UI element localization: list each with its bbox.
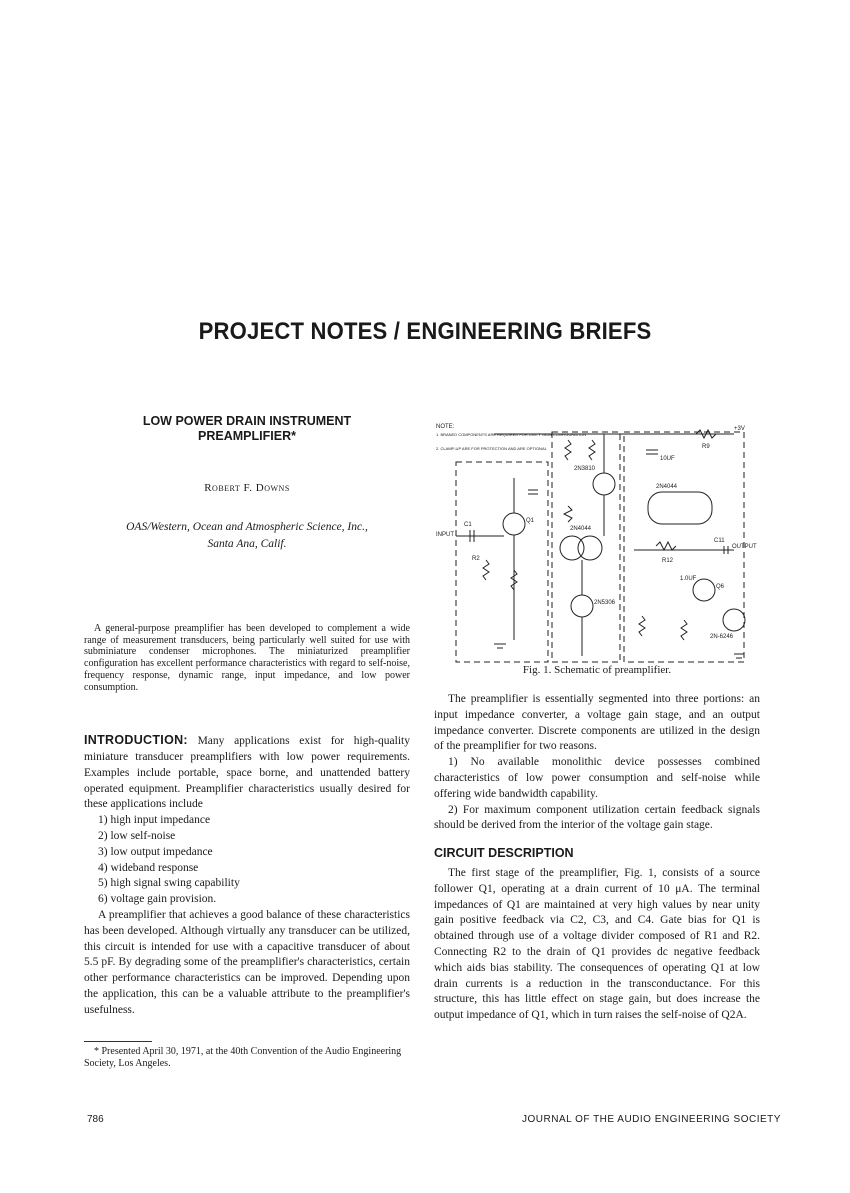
q6-label: Q6	[716, 584, 725, 590]
article-title	[84, 414, 410, 444]
list-item: 4) wideband response	[98, 861, 199, 874]
circuit-paragraph: The first stage of the preamplifier, Fig. 1, consists of a source follower Q1, operating at a drain current of 10 μA. The terminal impedances of Q1 are maintained at very high values by near unity gain positive feedback via C2, C3, and C4. Gate bias for Q1 is obtained through use of a voltage divider composed of R1 and R2. Connecting R2 to the drain of Q1 provides dc negative feedback which aids bias stability. The consequences of operating Q1 at low drain currents is a reduction in the transconductance. For this structure, this has little effect on stage gain, but does increase the output impedance of Q1, which in turn raises the self-noise of Q2A.	[434, 866, 760, 1022]
author: Robert F. Downs	[204, 482, 290, 494]
input-stage-box	[456, 462, 548, 662]
q3-label: 2N5306	[594, 600, 616, 606]
intro-paragraph-2: A preamplifier that achieves a good balance of these characteristics has been developed. Although virtually any transducer can be utilized, this circuit is intended for use with a capacitive transducer of about 5.5 pF. By degrading some of the preamplifier's characteristics, certain other performance characteristics can be improved. Depending upon the application, this can be a valuable attribute to the preamplifier's usefulness.	[84, 908, 410, 1016]
c11-label: C11	[714, 538, 725, 544]
reason-1: 1) No available monolithic device possesses combined characteristics of low power consumption and self-noise while offering wide bandwidth capability.	[434, 756, 760, 800]
article-title-line1: LOW POWER DRAIN INSTRUMENT	[142, 414, 352, 428]
figure-note-1: 1. BRANED COMPONENTS ARE REQUIRED FOR UNITY GAIN CONFIGURATION	[436, 432, 587, 437]
list-item: 2) low self-noise	[98, 830, 176, 842]
left-column	[84, 414, 410, 1080]
output-label: OUTPUT	[732, 544, 757, 550]
segmentation-paragraph: The preamplifier is essentially segmented into three portions: an input impedance converter, a voltage gain stage, and an output impedance converter. Discrete components are utilized in the design of the preamplifier for two reasons.	[434, 693, 760, 753]
page-number: 786	[87, 1114, 104, 1125]
circuit-heading: CIRCUIT DESCRIPTION	[434, 846, 574, 861]
q1-label: Q1	[526, 518, 535, 524]
q1-transistor	[503, 513, 525, 535]
q5-transistor-pair	[648, 492, 712, 524]
c1-label: C1	[464, 522, 472, 528]
right-column	[434, 420, 760, 1024]
q2-label: 2N4044	[570, 526, 592, 532]
q4-transistor	[593, 473, 615, 495]
intro-paragraph	[84, 733, 410, 813]
intro-heading: INTRODUCTION:	[84, 733, 188, 748]
list-item: 1) high input impedance	[98, 814, 211, 827]
c7-label: 10UF	[660, 456, 675, 462]
intro-lead: Many applications exist for high-quality miniature transducer preamplifiers with low power requirements. Examples include portable, space borne, and unattended battery operated equipment. Preamplifier characteristics usually desired for these applications include	[84, 735, 410, 811]
q4-label: 2N3810	[574, 466, 596, 472]
schematic-diagram	[434, 420, 760, 664]
affiliation-line2: Santa Ana, Calif.	[207, 538, 287, 550]
schematic-figure	[434, 420, 760, 660]
right-body	[434, 692, 760, 1024]
r2-label: R2	[472, 556, 480, 562]
footnote-rule	[84, 1041, 152, 1042]
introduction	[84, 733, 410, 1018]
r2-resistor	[483, 560, 489, 580]
article-title-line2: PREAMPLIFIER*	[198, 429, 296, 443]
q6-transistor	[693, 579, 715, 601]
figure-note-title: NOTE:	[436, 424, 455, 430]
figure-note-2: 2. CLAMP-UP ARE FOR PROTECTION AND ARE OPTIONAL	[436, 446, 547, 451]
reason-2: 2) For maximum component utilization certain feedback signals should be derived from the interior of the voltage gain stage.	[434, 803, 760, 832]
c8-label: 1.0UF	[680, 576, 697, 582]
q2b-transistor	[578, 536, 602, 560]
r9-label: R9	[702, 444, 710, 450]
q7-transistor	[723, 609, 745, 631]
section-heading: PROJECT NOTES / ENGINEERING BRIEFS	[198, 318, 652, 345]
affiliation	[84, 519, 410, 553]
list-item: 5) high signal swing capability	[98, 877, 240, 890]
r12-label: R12	[662, 558, 674, 564]
input-label: INPUT	[436, 532, 454, 538]
list-item: 3) low output impedance	[98, 845, 213, 858]
figure-caption: Fig. 1. Schematic of preamplifier.	[522, 664, 672, 676]
q7-label: 2N-6246	[710, 634, 734, 640]
r7-resistor	[565, 440, 571, 460]
q5-label: 2N4044	[656, 484, 678, 490]
q2a-transistor	[560, 536, 584, 560]
vcc-label: +3V	[734, 426, 745, 432]
requirements-list	[84, 813, 410, 908]
abstract: A general-purpose preamplifier has been developed to complement a wide range of measurement transducers, being particularly well suited for use with subminiature condenser microphones. The miniaturized preamplifier configuration has excellent performance characteristics with regard to self-noise, frequency response, dynamic range, input impedance, and low power consumption.	[84, 623, 410, 693]
q3-transistor	[571, 595, 593, 617]
affiliation-line1: OAS/Western, Ocean and Atmospheric Science, Inc.,	[126, 521, 368, 533]
footnote: * Presented April 30, 1971, at the 40th Convention of the Audio Engineering Society, Los Angeles.	[84, 1045, 402, 1069]
journal-name: JOURNAL OF THE AUDIO ENGINEERING SOCIETY	[522, 1114, 781, 1125]
list-item: 6) voltage gain provision.	[98, 893, 217, 906]
